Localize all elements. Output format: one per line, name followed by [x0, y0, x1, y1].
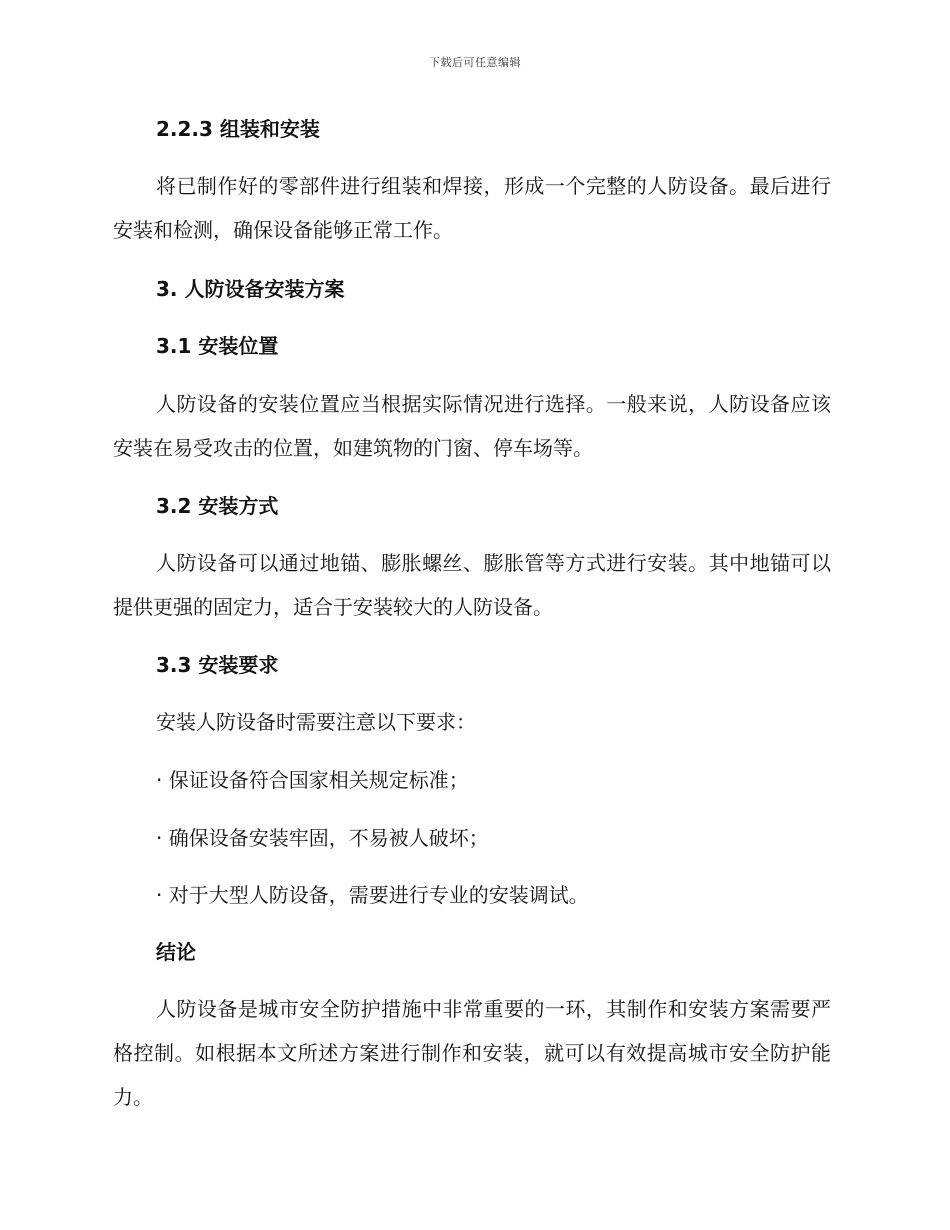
paragraph-3-1: 人防设备的安装位置应当根据实际情况进行选择。一般来说，人防设备应该安装在易受攻击的位置，如建筑物的门窗、停车场等。 — [113, 392, 831, 460]
section-heading-2-2-3: 2.2.3 组装和安装 — [156, 117, 320, 141]
section-heading-3-2: 3.2 安装方式 — [156, 494, 279, 518]
list-item-requirement: · 保证设备符合国家相关规定标准； — [156, 768, 469, 792]
paragraph-2-2-3: 将已制作好的零部件进行组装和焊接，形成一个完整的人防设备。最后进行安装和检测，确保设备能够正常工作。 — [113, 174, 831, 242]
paragraph-3-2: 人防设备可以通过地锚、膨胀螺丝、膨胀管等方式进行安装。其中地锚可以提供更强的固定力，适合于安装较大的人防设备。 — [113, 551, 831, 619]
page-header-note: 下载后可任意编辑 — [429, 56, 521, 69]
section-heading-3-1: 3.1 安装位置 — [156, 334, 279, 358]
section-heading-3: 3. 人防设备安装方案 — [156, 277, 345, 301]
list-item-requirement: · 确保设备安装牢固，不易被人破坏； — [156, 826, 489, 850]
list-item-requirement: · 对于大型人防设备，需要进行专业的安装调试。 — [156, 883, 589, 907]
paragraph-conclusion: 人防设备是城市安全防护措施中非常重要的一环，其制作和安装方案需要严格控制。如根据本文所述方案进行制作和安装，就可以有效提高城市安全防护能力。 — [113, 997, 831, 1109]
section-heading-conclusion: 结论 — [156, 940, 196, 964]
paragraph-3-3-intro: 安装人防设备时需要注意以下要求： — [156, 710, 476, 734]
section-heading-3-3: 3.3 安装要求 — [156, 653, 279, 677]
